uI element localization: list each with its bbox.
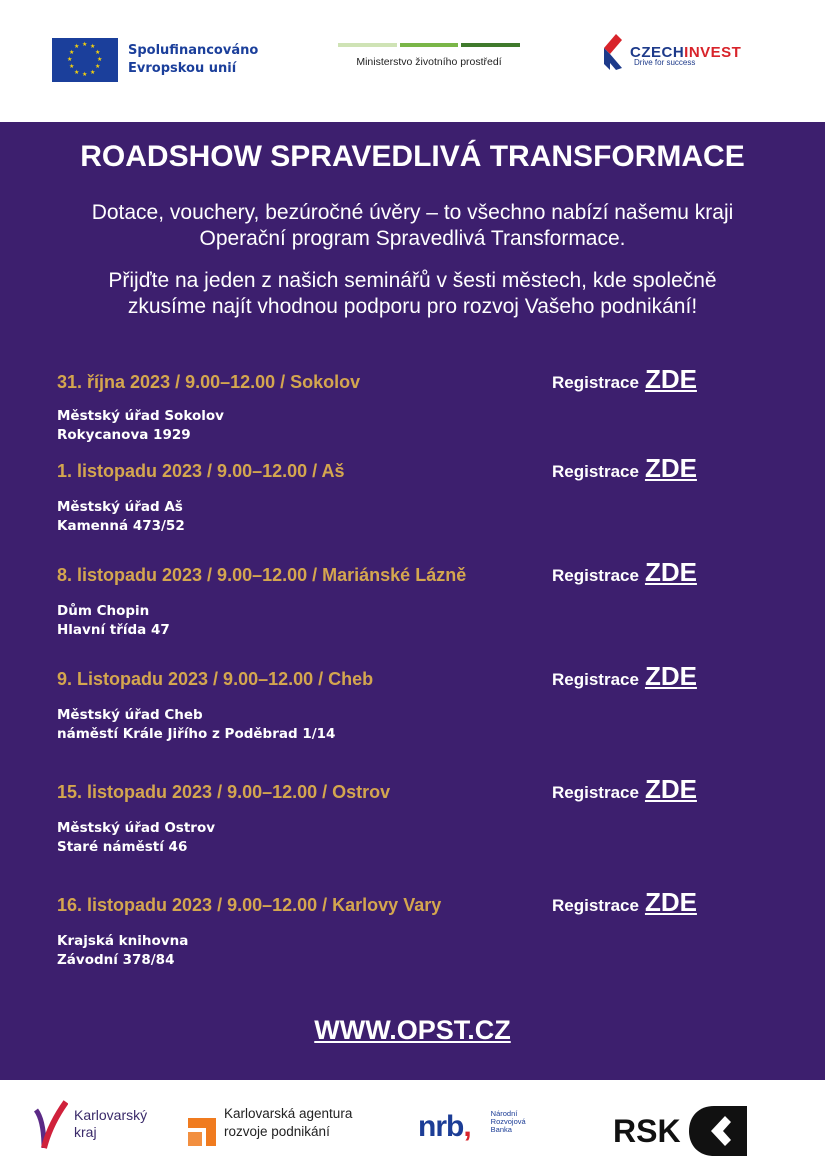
czechinvest-mark-icon <box>604 34 626 70</box>
registration <box>552 887 697 918</box>
event-karlovy-vary <box>57 887 757 970</box>
event-location <box>57 407 757 445</box>
registration-label: Registrace <box>552 783 639 802</box>
ministry-environment-logo <box>338 43 520 68</box>
event-heading: 15. listopadu 2023 / 9.00–12.00 / Ostrov <box>57 782 391 802</box>
event-location <box>57 932 757 970</box>
registration <box>552 364 697 395</box>
event-heading: 1. listopadu 2023 / 9.00–12.00 / Aš <box>57 461 345 481</box>
event-venue: Městský úřad Sokolov <box>57 408 224 424</box>
registration-link[interactable]: ZDE <box>644 887 697 917</box>
event-venue: Krajská knihovna <box>57 933 189 949</box>
event-as <box>57 453 757 536</box>
nrb-logo <box>418 1110 526 1144</box>
event-marianske-lazne <box>57 557 757 640</box>
event-address: Kamenná 473/52 <box>57 518 185 534</box>
main-panel <box>0 122 825 1080</box>
registration-link[interactable]: ZDE <box>644 453 697 483</box>
event-heading: 8. listopadu 2023 / 9.00–12.00 / Mariánské Lázně <box>57 565 467 585</box>
event-address: Hlavní třída 47 <box>57 622 170 638</box>
page-title: ROADSHOW SPRAVEDLIVÁ TRANSFORMACE <box>80 140 745 173</box>
event-location <box>57 498 757 536</box>
kara-logo <box>188 1106 353 1146</box>
event-location <box>57 819 757 857</box>
kk-line2: kraj <box>74 1124 97 1140</box>
rsk-arrow-icon <box>689 1106 747 1156</box>
event-venue: Městský úřad Cheb <box>57 707 203 723</box>
nrb-line3: Banka <box>490 1125 512 1134</box>
event-cheb <box>57 661 757 744</box>
kara-line2: rozvoje podnikání <box>224 1124 330 1139</box>
event-heading: 16. listopadu 2023 / 9.00–12.00 / Karlovy Vary <box>57 895 442 915</box>
karlovarsky-kraj-logo <box>34 1098 147 1150</box>
nrb-line2: Rozvojová <box>490 1117 526 1126</box>
registration-label: Registrace <box>552 373 639 392</box>
czechinvest-name-a: CZECH <box>630 43 685 61</box>
kara-mark-icon <box>188 1118 216 1146</box>
intro2-line1: Přijďte na jeden z našich seminářů v šesti městech, kde společně <box>108 269 717 292</box>
rsk-word: RSK <box>613 1112 681 1149</box>
event-venue: Městský úřad Ostrov <box>57 820 216 836</box>
registration <box>552 661 697 692</box>
event-address: Staré náměstí 46 <box>57 839 188 855</box>
event-heading: 9. Listopadu 2023 / 9.00–12.00 / Cheb <box>57 669 374 689</box>
registration-label: Registrace <box>552 670 639 689</box>
event-location <box>57 602 757 640</box>
event-location <box>57 706 757 744</box>
nrb-letters: nrb <box>418 1110 464 1143</box>
event-address: náměstí Krále Jiřího z Poděbrad 1/14 <box>57 726 336 742</box>
registration-label: Registrace <box>552 566 639 585</box>
eu-text-line2: Evropskou unií <box>128 61 237 76</box>
event-sokolov <box>57 364 757 445</box>
event-heading: 31. října 2023 / 9.00–12.00 / Sokolov <box>57 372 361 392</box>
intro-paragraph-2 <box>0 268 825 320</box>
nrb-line1: Národní <box>490 1109 518 1118</box>
registration-link[interactable]: ZDE <box>644 661 697 691</box>
registration <box>552 453 697 484</box>
eu-text-line1: Spolufinancováno <box>128 43 259 58</box>
registration-link[interactable]: ZDE <box>644 557 697 587</box>
event-venue: Dům Chopin <box>57 603 150 619</box>
registration-label: Registrace <box>552 462 639 481</box>
ministry-name: Ministerstvo životního prostředí <box>356 56 502 68</box>
website-link[interactable]: WWW.OPST.CZ <box>314 1015 511 1045</box>
kara-line1: Karlovarská agentura <box>224 1106 353 1121</box>
event-venue: Městský úřad Aš <box>57 499 183 515</box>
intro1-line1: Dotace, vouchery, bezúročné úvěry – to všechno nabízí našemu kraji <box>91 201 734 224</box>
registration <box>552 774 697 805</box>
event-address: Závodní 378/84 <box>57 952 175 968</box>
nrb-comma: , <box>463 1110 471 1143</box>
registration-label: Registrace <box>552 896 639 915</box>
kk-line1: Karlovarský <box>74 1107 148 1123</box>
czechinvest-tagline: Drive for success <box>634 58 696 67</box>
eu-logo <box>52 38 258 82</box>
registration <box>552 557 697 588</box>
nrb-word <box>418 1110 471 1144</box>
czechinvest-name-b: INVEST <box>684 43 742 61</box>
karlovarsky-kraj-mark-icon <box>34 1098 68 1150</box>
event-address: Rokycanova 1929 <box>57 427 191 443</box>
intro2-line2: zkusíme najít vhodnou podporu pro rozvoj Vašeho podnikání! <box>127 295 698 318</box>
ministry-bars-icon <box>338 43 520 47</box>
czechinvest-logo <box>604 34 741 67</box>
registration-link[interactable]: ZDE <box>644 364 697 394</box>
intro1-line2: Operační program Spravedlivá Transformace. <box>199 227 626 250</box>
header-logos <box>0 0 825 122</box>
rsk-logo <box>613 1106 747 1156</box>
event-ostrov <box>57 774 757 857</box>
footer-logos <box>0 1080 825 1170</box>
intro-paragraph-1 <box>0 200 825 252</box>
eu-flag-icon: ★ ★ ★ ★ ★ ★ ★ ★ ★ ★ ★ ★ <box>52 38 118 82</box>
registration-link[interactable]: ZDE <box>644 774 697 804</box>
